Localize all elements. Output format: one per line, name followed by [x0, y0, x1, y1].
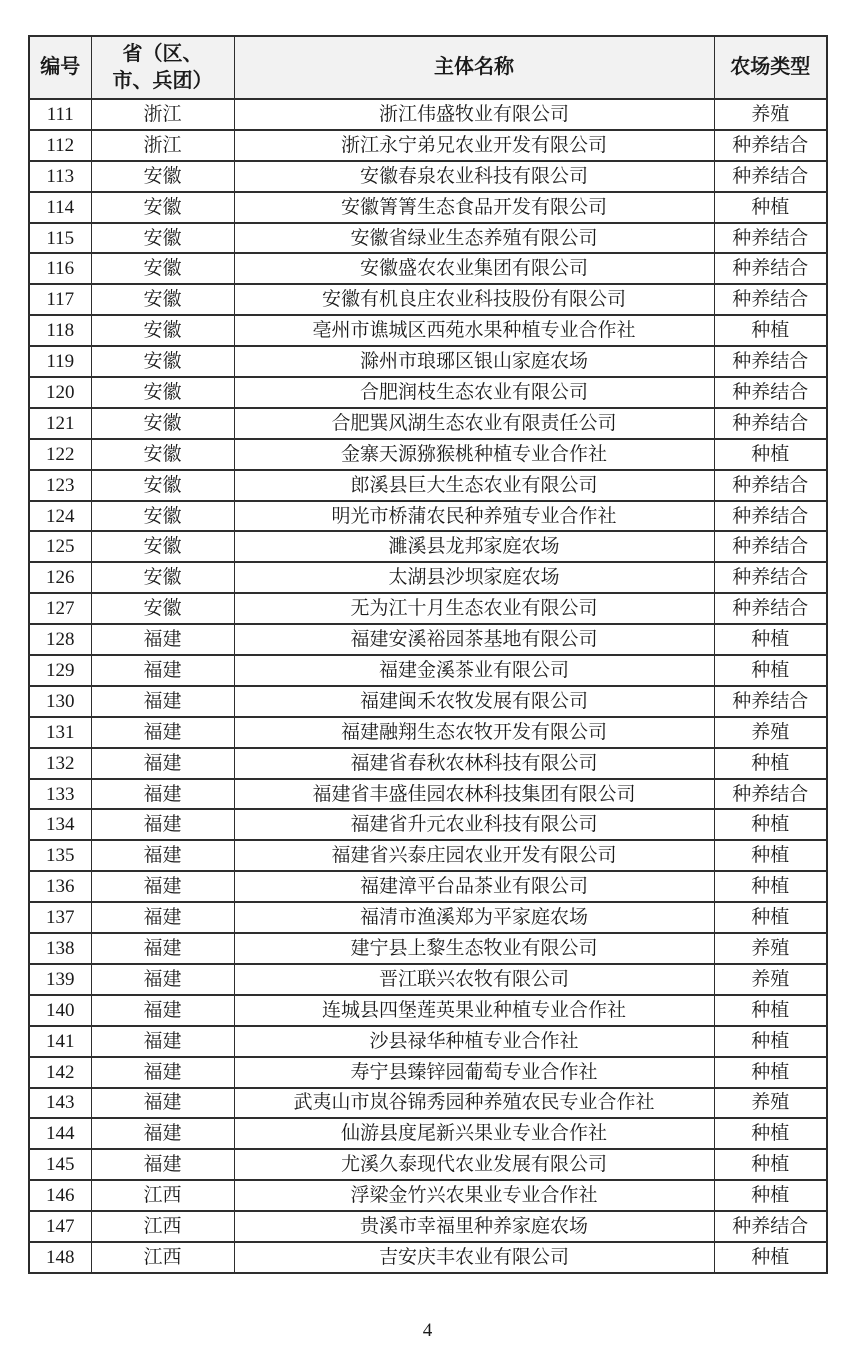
cell-number: 147 [29, 1211, 91, 1242]
cell-province: 福建 [91, 717, 234, 748]
table-row [29, 593, 827, 624]
cell-name: 福建省兴泰庄园农业开发有限公司 [234, 840, 714, 871]
table-row [29, 995, 827, 1026]
cell-number: 128 [29, 624, 91, 655]
cell-type: 种植 [714, 748, 827, 779]
cell-type: 种植 [714, 871, 827, 902]
table-row [29, 531, 827, 562]
table-row [29, 192, 827, 223]
cell-name: 金寨天源猕猴桃种植专业合作社 [234, 439, 714, 470]
cell-name: 郎溪县巨大生态农业有限公司 [234, 470, 714, 501]
table-row [29, 748, 827, 779]
cell-province: 福建 [91, 902, 234, 933]
cell-number: 119 [29, 346, 91, 377]
cell-type: 种植 [714, 624, 827, 655]
table-row [29, 1026, 827, 1057]
cell-type: 种植 [714, 655, 827, 686]
cell-number: 134 [29, 809, 91, 840]
cell-province: 安徽 [91, 593, 234, 624]
cell-type: 种养结合 [714, 346, 827, 377]
cell-province: 安徽 [91, 439, 234, 470]
cell-name: 福建省春秋农林科技有限公司 [234, 748, 714, 779]
table-header-row [29, 36, 827, 99]
cell-province: 福建 [91, 871, 234, 902]
cell-province: 福建 [91, 964, 234, 995]
table-row [29, 809, 827, 840]
cell-number: 127 [29, 593, 91, 624]
cell-name: 太湖县沙坝家庭农场 [234, 562, 714, 593]
cell-name: 福建闽禾农牧发展有限公司 [234, 686, 714, 717]
cell-type: 种植 [714, 1026, 827, 1057]
table-row [29, 624, 827, 655]
table-row [29, 253, 827, 284]
cell-name: 仙游县度尾新兴果业专业合作社 [234, 1118, 714, 1149]
cell-name: 浙江永宁弟兄农业开发有限公司 [234, 130, 714, 161]
certified-farms-table [28, 35, 828, 1274]
cell-province: 江西 [91, 1211, 234, 1242]
cell-number: 143 [29, 1088, 91, 1119]
cell-province: 安徽 [91, 284, 234, 315]
cell-type: 种植 [714, 315, 827, 346]
col-header-province [91, 36, 234, 99]
cell-type: 种养结合 [714, 253, 827, 284]
cell-name: 吉安庆丰农业有限公司 [234, 1242, 714, 1273]
cell-number: 132 [29, 748, 91, 779]
cell-name: 福建金溪茶业有限公司 [234, 655, 714, 686]
table-body [29, 99, 827, 1273]
cell-province: 安徽 [91, 501, 234, 532]
cell-province: 安徽 [91, 470, 234, 501]
cell-province: 安徽 [91, 377, 234, 408]
cell-province: 江西 [91, 1180, 234, 1211]
cell-number: 112 [29, 130, 91, 161]
cell-province: 安徽 [91, 161, 234, 192]
table-row [29, 439, 827, 470]
cell-number: 137 [29, 902, 91, 933]
cell-number: 148 [29, 1242, 91, 1273]
table-row [29, 346, 827, 377]
col-header-number-label: 编号 [40, 56, 81, 78]
cell-type: 种植 [714, 809, 827, 840]
cell-number: 115 [29, 223, 91, 254]
cell-province: 福建 [91, 1118, 234, 1149]
cell-type: 养殖 [714, 1088, 827, 1119]
cell-number: 129 [29, 655, 91, 686]
table-row [29, 779, 827, 810]
table-row [29, 99, 827, 130]
cell-province: 安徽 [91, 346, 234, 377]
cell-number: 113 [29, 161, 91, 192]
table-row [29, 562, 827, 593]
cell-province: 安徽 [91, 223, 234, 254]
table-row [29, 470, 827, 501]
cell-number: 139 [29, 964, 91, 995]
cell-name: 福建漳平台品茶业有限公司 [234, 871, 714, 902]
cell-type: 种植 [714, 1180, 827, 1211]
cell-name: 福清市渔溪郑为平家庭农场 [234, 902, 714, 933]
table-row [29, 902, 827, 933]
cell-province: 福建 [91, 655, 234, 686]
cell-number: 121 [29, 408, 91, 439]
cell-type: 种养结合 [714, 686, 827, 717]
cell-type: 种养结合 [714, 1211, 827, 1242]
cell-type: 种养结合 [714, 130, 827, 161]
cell-type: 种植 [714, 1242, 827, 1273]
cell-name: 濉溪县龙邦家庭农场 [234, 531, 714, 562]
col-header-type [714, 36, 827, 99]
cell-number: 136 [29, 871, 91, 902]
cell-number: 123 [29, 470, 91, 501]
table-row [29, 655, 827, 686]
cell-name: 合肥巽风湖生态农业有限责任公司 [234, 408, 714, 439]
cell-name: 寿宁县臻锌园葡萄专业合作社 [234, 1057, 714, 1088]
cell-type: 种植 [714, 840, 827, 871]
table-row [29, 1149, 827, 1180]
cell-province: 浙江 [91, 99, 234, 130]
cell-type: 养殖 [714, 964, 827, 995]
table-row [29, 408, 827, 439]
cell-name: 尤溪久泰现代农业发展有限公司 [234, 1149, 714, 1180]
cell-province: 福建 [91, 1088, 234, 1119]
cell-province: 福建 [91, 1057, 234, 1088]
cell-type: 种养结合 [714, 562, 827, 593]
cell-number: 111 [29, 99, 91, 130]
cell-type: 种养结合 [714, 531, 827, 562]
cell-name: 连城县四堡莲英果业种植专业合作社 [234, 995, 714, 1026]
cell-type: 养殖 [714, 717, 827, 748]
cell-type: 种养结合 [714, 408, 827, 439]
cell-number: 118 [29, 315, 91, 346]
table-row [29, 315, 827, 346]
cell-type: 种养结合 [714, 284, 827, 315]
cell-number: 144 [29, 1118, 91, 1149]
cell-province: 福建 [91, 1149, 234, 1180]
table-row [29, 1211, 827, 1242]
col-header-type-label: 农场类型 [730, 56, 811, 78]
cell-number: 135 [29, 840, 91, 871]
cell-number: 130 [29, 686, 91, 717]
cell-name: 福建省升元农业科技有限公司 [234, 809, 714, 840]
cell-type: 种植 [714, 1149, 827, 1180]
cell-number: 124 [29, 501, 91, 532]
cell-number: 117 [29, 284, 91, 315]
table-row [29, 1242, 827, 1273]
cell-province: 福建 [91, 933, 234, 964]
cell-province: 安徽 [91, 408, 234, 439]
cell-name: 浮梁金竹兴农果业专业合作社 [234, 1180, 714, 1211]
cell-number: 122 [29, 439, 91, 470]
cell-number: 126 [29, 562, 91, 593]
table-row [29, 717, 827, 748]
cell-type: 种养结合 [714, 470, 827, 501]
cell-province: 福建 [91, 686, 234, 717]
cell-type: 种植 [714, 1057, 827, 1088]
col-header-number [29, 36, 91, 99]
cell-number: 114 [29, 192, 91, 223]
cell-province: 安徽 [91, 562, 234, 593]
cell-name: 安徽春泉农业科技有限公司 [234, 161, 714, 192]
cell-type: 种养结合 [714, 161, 827, 192]
table-row [29, 1180, 827, 1211]
cell-name: 建宁县上黎生态牧业有限公司 [234, 933, 714, 964]
table-row [29, 501, 827, 532]
table-row [29, 964, 827, 995]
cell-number: 145 [29, 1149, 91, 1180]
cell-name: 贵溪市幸福里种养家庭农场 [234, 1211, 714, 1242]
table-row [29, 223, 827, 254]
cell-name: 安徽盛农农业集团有限公司 [234, 253, 714, 284]
cell-type: 种养结合 [714, 501, 827, 532]
cell-province: 福建 [91, 748, 234, 779]
cell-province: 江西 [91, 1242, 234, 1273]
cell-province: 福建 [91, 995, 234, 1026]
cell-number: 133 [29, 779, 91, 810]
cell-name: 安徽省绿业生态养殖有限公司 [234, 223, 714, 254]
cell-province: 安徽 [91, 253, 234, 284]
table-row [29, 686, 827, 717]
table-row [29, 933, 827, 964]
cell-type: 种植 [714, 439, 827, 470]
table-row [29, 377, 827, 408]
cell-name: 亳州市谯城区西苑水果种植专业合作社 [234, 315, 714, 346]
table-row [29, 1088, 827, 1119]
cell-province: 福建 [91, 840, 234, 871]
cell-number: 120 [29, 377, 91, 408]
table-row [29, 130, 827, 161]
cell-province: 福建 [91, 624, 234, 655]
cell-name: 明光市桥蒲农民种养殖专业合作社 [234, 501, 714, 532]
cell-type: 种养结合 [714, 779, 827, 810]
cell-name: 福建融翔生态农牧开发有限公司 [234, 717, 714, 748]
page-number: 4 [422, 1320, 433, 1341]
cell-name: 安徽有机良庄农业科技股份有限公司 [234, 284, 714, 315]
cell-province: 安徽 [91, 531, 234, 562]
cell-name: 晋江联兴农牧有限公司 [234, 964, 714, 995]
col-header-name-label: 主体名称 [434, 56, 514, 78]
col-header-name [234, 36, 714, 99]
cell-name: 无为江十月生态农业有限公司 [234, 593, 714, 624]
table-row [29, 1057, 827, 1088]
cell-name: 武夷山市岚谷锦秀园种养殖农民专业合作社 [234, 1088, 714, 1119]
cell-type: 养殖 [714, 933, 827, 964]
cell-province: 福建 [91, 1026, 234, 1057]
cell-number: 146 [29, 1180, 91, 1211]
cell-number: 131 [29, 717, 91, 748]
cell-number: 138 [29, 933, 91, 964]
cell-name: 合肥润枝生态农业有限公司 [234, 377, 714, 408]
col-header-province-line1: 省（区、 [122, 42, 203, 65]
cell-number: 142 [29, 1057, 91, 1088]
table-row [29, 1118, 827, 1149]
cell-number: 140 [29, 995, 91, 1026]
cell-type: 种养结合 [714, 223, 827, 254]
cell-name: 沙县禄华种植专业合作社 [234, 1026, 714, 1057]
cell-province: 福建 [91, 779, 234, 810]
cell-province: 浙江 [91, 130, 234, 161]
cell-type: 种养结合 [714, 377, 827, 408]
cell-province: 安徽 [91, 315, 234, 346]
col-header-province-line2: 市、兵团） [112, 69, 213, 92]
cell-province: 福建 [91, 809, 234, 840]
cell-name: 安徽箐箐生态食品开发有限公司 [234, 192, 714, 223]
cell-type: 种植 [714, 995, 827, 1026]
cell-type: 养殖 [714, 99, 827, 130]
table-row [29, 161, 827, 192]
cell-type: 种养结合 [714, 593, 827, 624]
cell-type: 种植 [714, 902, 827, 933]
cell-province: 安徽 [91, 192, 234, 223]
table-row [29, 840, 827, 871]
cell-name: 浙江伟盛牧业有限公司 [234, 99, 714, 130]
table-row [29, 871, 827, 902]
cell-name: 滁州市琅琊区银山家庭农场 [234, 346, 714, 377]
cell-type: 种植 [714, 192, 827, 223]
cell-name: 福建省丰盛佳园农林科技集团有限公司 [234, 779, 714, 810]
cell-number: 125 [29, 531, 91, 562]
cell-type: 种植 [714, 1118, 827, 1149]
table-row [29, 284, 827, 315]
cell-name: 福建安溪裕园茶基地有限公司 [234, 624, 714, 655]
cell-number: 116 [29, 253, 91, 284]
cell-number: 141 [29, 1026, 91, 1057]
